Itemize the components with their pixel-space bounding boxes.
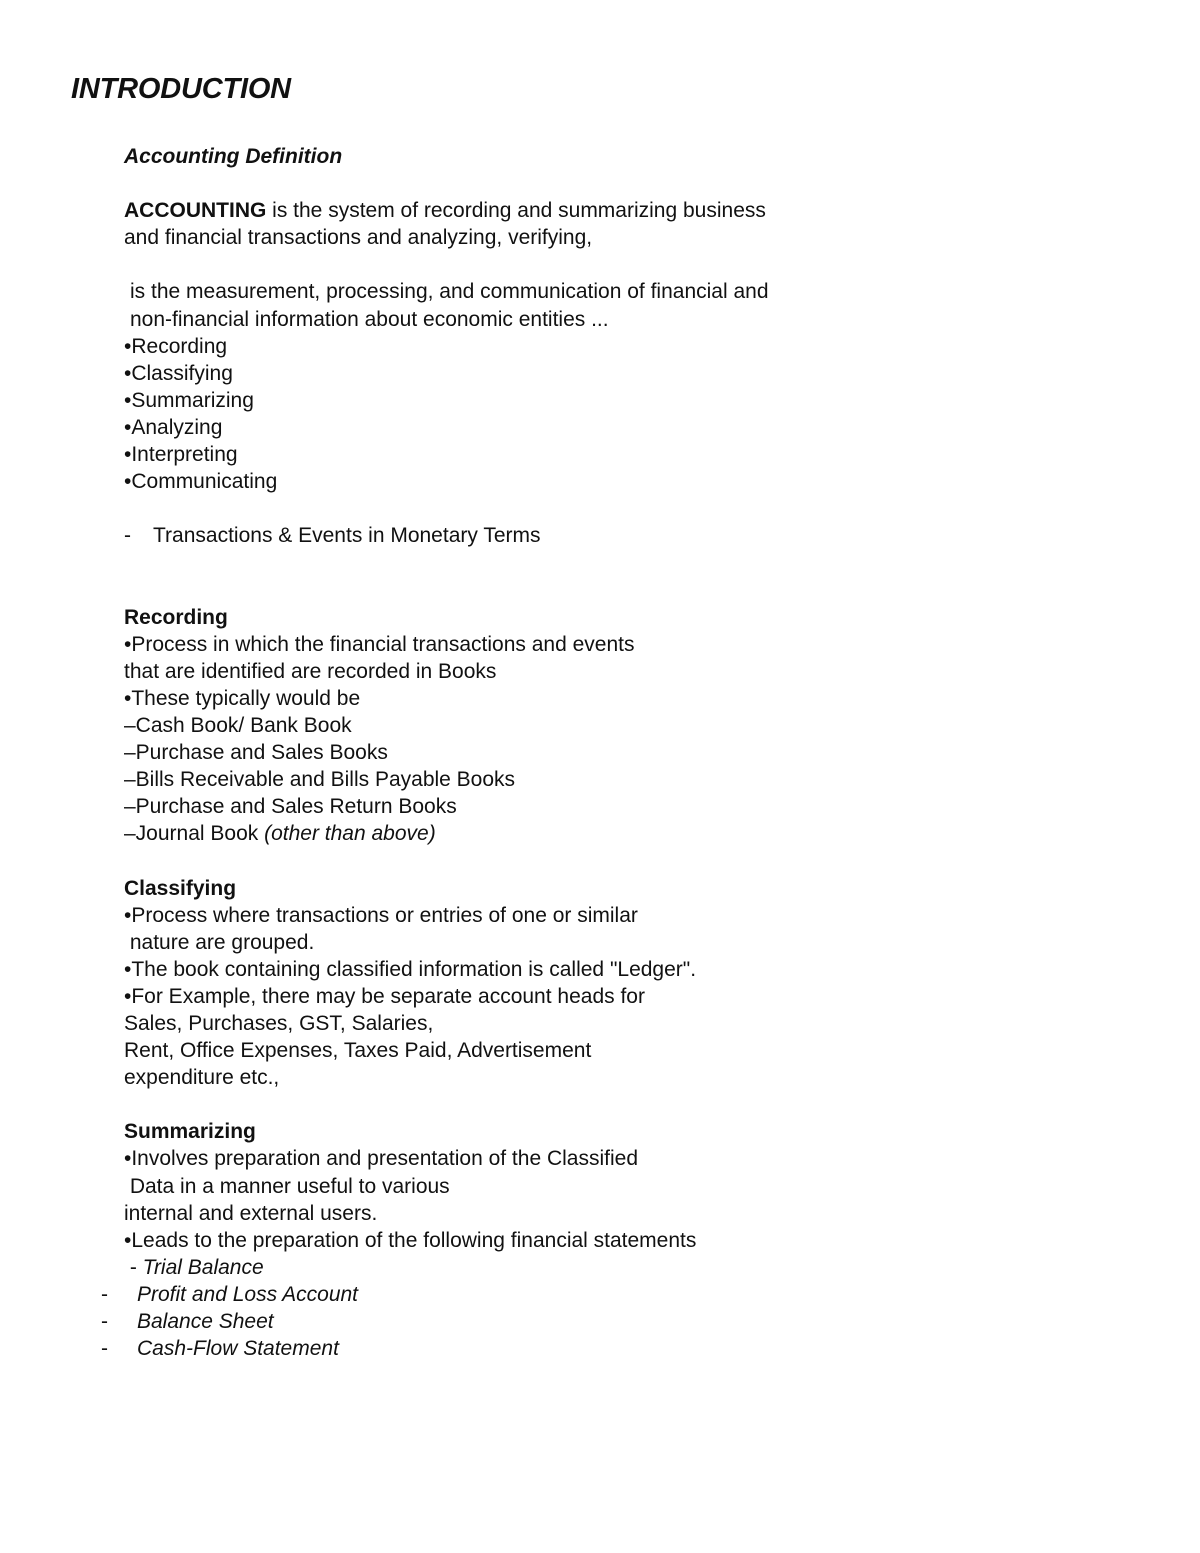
summarizing-line: internal and external users. (124, 1201, 378, 1225)
summarizing-line: •Involves preparation and presentation of the Classified (124, 1147, 638, 1171)
function-item: •Analyzing (124, 415, 223, 439)
statement-item (101, 1335, 1124, 1362)
classifying-line: Rent, Office Expenses, Taxes Paid, Advertisement (124, 1039, 592, 1063)
recording-line: •Process in which the financial transactions and events (124, 632, 635, 656)
journal-book-note: (other than above) (264, 822, 436, 846)
statement-item (101, 1308, 1124, 1335)
dash-marker: - (101, 1282, 108, 1306)
statement-text: Balance Sheet (137, 1310, 274, 1334)
summarizing-line: •Leads to the preparation of the following financial statements (124, 1228, 697, 1252)
classifying-line: •For Example, there may be separate account heads for (124, 984, 645, 1008)
recording-heading: Recording (124, 605, 228, 629)
recording-line: –Cash Book/ Bank Book (124, 713, 352, 737)
classifying-heading: Classifying (124, 876, 237, 900)
dash-marker: - (124, 1255, 143, 1279)
classifying-line: Sales, Purchases, GST, Salaries, (124, 1012, 434, 1035)
monetary-terms-item (124, 522, 1124, 549)
definition-line-3: is the measurement, processing, and communication of financial and (130, 280, 769, 304)
recording-line: •These typically would be (124, 686, 361, 710)
document-body (101, 143, 1124, 1362)
summarizing-heading: Summarizing (124, 1120, 256, 1144)
definition-term: ACCOUNTING (124, 199, 267, 223)
recording-line: that are identified are recorded in Books (124, 659, 497, 683)
spacer (124, 251, 1124, 278)
spacer (124, 1091, 1124, 1118)
function-item: •Classifying (124, 361, 233, 385)
trial-balance-line (124, 1254, 1124, 1281)
recording-line: –Purchase and Sales Books (124, 741, 388, 765)
classifying-line: •The book containing classified information is called "Ledger". (124, 957, 697, 981)
function-item: •Interpreting (124, 443, 238, 467)
statement-item (101, 1281, 1124, 1308)
recording-line: –Purchase and Sales Return Books (124, 795, 457, 819)
spacer (124, 549, 1124, 603)
definition-line-1 (124, 197, 1124, 224)
statement-text: Profit and Loss Account (137, 1282, 359, 1306)
classifying-line: nature are grouped. (124, 930, 315, 954)
statement-text: Cash-Flow Statement (137, 1337, 339, 1361)
trial-balance-text: Trial Balance (142, 1255, 264, 1279)
spacer (124, 847, 1124, 874)
monetary-terms-text: Transactions & Events in Monetary Terms (153, 524, 541, 548)
journal-book-text: –Journal Book (124, 822, 265, 846)
definition-line-1-rest: is the system of recording and summarizing business (266, 199, 766, 223)
page-title: INTRODUCTION (71, 73, 291, 105)
classifying-line: expenditure etc., (124, 1066, 280, 1090)
function-item: •Summarizing (124, 388, 254, 412)
dash-marker: - (101, 1310, 108, 1334)
recording-line: –Bills Receivable and Bills Payable Books (124, 768, 516, 792)
definition-line-4: non-financial information about economic entities ... (130, 307, 609, 331)
function-item: •Recording (124, 334, 228, 358)
dash-marker: - (124, 524, 131, 548)
classifying-line: •Process where transactions or entries of one or similar (124, 903, 638, 927)
spacer (124, 170, 1124, 197)
summarizing-line: Data in a manner useful to various (124, 1174, 450, 1198)
definition-heading: Accounting Definition (124, 145, 343, 168)
recording-journal-line (124, 820, 1124, 847)
function-item: •Communicating (124, 470, 278, 494)
definition-line-2: and financial transactions and analyzing, verifying, (124, 226, 593, 250)
spacer (124, 495, 1124, 522)
dash-marker: - (101, 1337, 108, 1361)
